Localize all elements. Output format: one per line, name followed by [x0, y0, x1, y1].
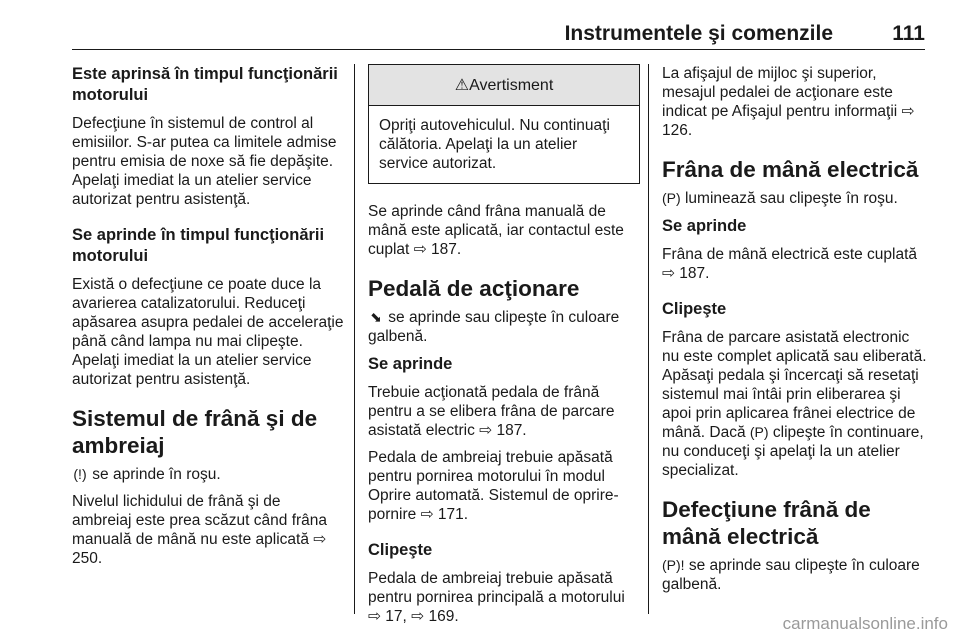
- paragraph-handbrake-applied: Se aprinde când frâna manuală de mână este aplicată, iar contactul este cuplat ⇨ 187.: [368, 203, 624, 258]
- page-number: 111: [892, 22, 925, 45]
- column-1: [72, 64, 344, 576]
- paragraph-epb-engaged: Frâna de mână electrică este cuplată ⇨ 187.: [662, 246, 918, 282]
- page-ref-arrow-icon: ⇨: [313, 531, 327, 548]
- column-3: [662, 64, 927, 602]
- heading-flashes: Clipeşte: [368, 541, 433, 559]
- page-ref-arrow-icon: ⇨: [368, 608, 381, 625]
- paragraph-brake-light: (!) se aprinde în roşu.: [73, 466, 221, 483]
- paragraph-display-message: La afişajul de mijloc şi superior, mesajul pedalei de acţionare este indicat pe Afişajul pentru informaţii ⇨ 126.: [662, 65, 915, 139]
- page-ref-arrow-icon: ⇨: [411, 608, 425, 625]
- header-title: Instrumentele şi comenzile: [564, 22, 833, 45]
- paragraph-press-clutch-start: Pedala de ambreiaj trebuie apăsată pentru pornirea principală a motorului ⇨ 17, ⇨ 169.: [368, 570, 625, 625]
- paragraph-press-clutch-autostop: Pedala de ambreiaj trebuie apăsată pentru pornirea motorului în modul Oprire automată. Sistemul de oprire-pornire ⇨ 171.: [368, 449, 619, 523]
- column-2: [368, 64, 640, 634]
- parking-brake-fault-icon: (P)!: [662, 557, 685, 573]
- paragraph-press-brake: Trebuie acţionată pedala de frână pentru a se elibera frâna de parcare asistată electric ⇨ 187.: [368, 384, 615, 439]
- heading-brake-clutch-system: Sistemul de frână şi de ambreiaj: [72, 406, 318, 458]
- heading-flashes: Clipeşte: [662, 300, 727, 318]
- heading-epb-fault: Defecţiune frână de mână electrică: [662, 497, 871, 549]
- parking-brake-icon: (P): [662, 190, 681, 206]
- paragraph-epb-not-applied: Frâna de parcare asistată electronic nu este complet aplicată sau eliberată. Apăsaţi pedala şi încercaţi să resetaţi sistemul mai întâi prin eliberarea şi apoi prin aplicarea frânei electrice de mână. Dacă (P) clipeşte în continuare, nu conduceţi şi apelaţi la un atelier specializat.: [662, 329, 927, 479]
- heading-operate-pedal: Pedală de acţionare: [368, 276, 580, 301]
- page-ref-arrow-icon: ⇨: [901, 103, 915, 120]
- pedal-icon: ⬊: [370, 309, 382, 325]
- warning-title: Avertisment: [469, 76, 554, 94]
- heading-flashing-while-running: Se aprinde în timpul funcţionării motorului: [72, 226, 325, 265]
- watermark: carmanualsonline.info: [782, 614, 948, 633]
- column-divider: [648, 64, 649, 614]
- warning-box: [368, 64, 640, 184]
- brake-warning-icon: (!): [73, 466, 87, 482]
- header-rule: [72, 49, 925, 50]
- heading-lights-up: Se aprinde: [368, 355, 453, 373]
- page-ref-arrow-icon: ⇨: [479, 422, 493, 439]
- paragraph-epb-fault-light: (P)! se aprinde sau clipeşte în culoare galbenă.: [662, 557, 920, 593]
- warning-triangle-icon: ⚠: [454, 76, 470, 94]
- page-ref-arrow-icon: ⇨: [420, 506, 434, 523]
- heading-lights-up: Se aprinde: [662, 217, 747, 235]
- paragraph-epb-light: (P) luminează sau clipeşte în roşu.: [662, 190, 898, 207]
- page-ref-arrow-icon: ⇨: [413, 241, 427, 258]
- heading-lit-while-running: Este aprinsă în timpul funcţionării motorului: [72, 65, 338, 104]
- parking-brake-icon: (P): [749, 424, 769, 440]
- paragraph-catalyst-fault: Există o defecţiune ce poate duce la avarierea catalizatorului. Reduceţi apăsarea asupra pedalei de acceleraţie până când lampa nu mai clipeşte. Apelaţi imediat la un atelier service autorizat pentru asistenţă.: [72, 276, 344, 388]
- warning-header: [369, 65, 639, 106]
- paragraph-fluid-level: Nivelul lichidului de frână şi de ambreiaj este prea scăzut când frâna manuală de mână nu este aplicată ⇨ 250.: [72, 493, 328, 567]
- warning-text: Opriţi autovehiculul. Nu continuaţi călătoria. Apelaţi la un atelier service autorizat.: [379, 117, 610, 172]
- paragraph-emission-fault: Defecţiune în sistemul de control al emisiilor. S-ar putea ca limitele admise pentru emisia de noxe să fie depăşite. Apelaţi imediat la un atelier service autorizat pentru asistenţă.: [72, 115, 337, 208]
- page-ref-arrow-icon: ⇨: [662, 265, 675, 282]
- column-divider: [354, 64, 355, 614]
- paragraph-pedal-light: ⬊ se aprinde sau clipeşte în culoare galbenă.: [368, 309, 620, 345]
- heading-electric-parking-brake: Frâna de mână electrică: [662, 157, 919, 182]
